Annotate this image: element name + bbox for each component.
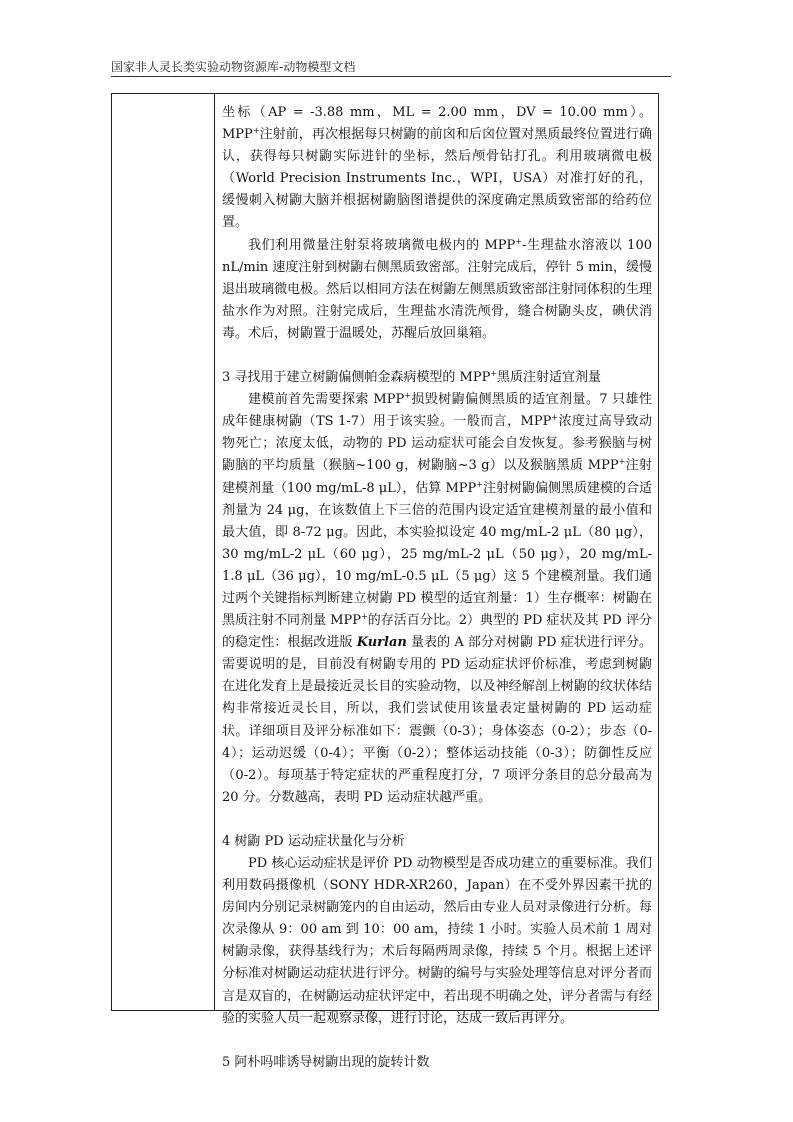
spacer	[222, 1030, 652, 1052]
section-3-body: 建模前首先需要探索 MPP+损毁树鼩偏侧黑质的适宜剂量。7 只雄性成年健康树鼩（TS 1-7）用于该实验。一般而言，MPP+浓度过高导致动物死亡；浓度太低，动物的 PD 运动症状可能会自发恢复。参考猴脑与树鼩脑的平均质量（猴脑~100 g，树鼩脑~3 g）以及猴脑黑质 MPP+注射建模剂量（100 mg/mL-8 μL），估算 MPP+注射树鼩偏侧黑质建模的合适剂量为 24 μg，在该数值上下三倍的范围内设定适宜建模剂量的最小值和最大值，即 8-72 μg。因此，本实验拟设定 40 mg/mL-2 μL（80 μg）， 30 mg/mL-2 μL（60 μg），25 mg/mL-2 μL（50 μg），20 mg/mL-1.8 μL（36 μg），10 mg/mL-0.5 μL（5 μg）这 5 个建模剂量。我们通过两个关键指标判断建立树鼩 PD 模型的适宜剂量：1）生存概率：树鼩在黑质注射不同剂量 MPP+的存活百分比。2）典型的 PD 症状及其 PD 评分的稳定性：根据改进版 Kurlan 量表的 A 部分对树鼩 PD 症状进行评分。需要说明的是，目前没有树鼩专用的 PD 运动症状评价标准，考虑到树鼩在进化发育上是最接近灵长目的实验动物，以及神经解剖上树鼩的纹状体结构非常接近灵长目，所以，我们尝试使用该量表定量树鼩的 PD 运动症状。详细项目及评分标准如下：震颤（0-3）；身体姿态（0-2）；步态（0-4）；运动迟缓（0-4）；平衡（0-2）；整体运动技能（0-3）；防御性反应（0-2）。每项基于特定症状的严重程度打分，7 项评分条目的总分最高为 20 分。分数越高，表明 PD 运动症状越严重。	[222, 391, 652, 805]
section-4-body: PD 核心运动症状是评价 PD 动物模型是否成功建立的重要标准。我们利用数码摄像机（SONY HDR-XR260，Japan）在不受外界因素干扰的房间内分别记录树鼩笼内的自由运动，然后由专业人员对录像进行分析。每次录像从 9：00 am 到 10：00 am，持续 1 小时。实验人员术前 1 周对树鼩录像，获得基线行为；术后每隔两周录像，持续 5 个月。根据上述评分标准对树鼩运动症状进行评分。树鼩的编号与实验处理等信息对评分者而言是双盲的，在树鼩运动症状评定中，若出现不明确之处，评分者需与有经验的实验人员一起观察录像，进行讨论，达成一致后再评分。	[222, 856, 652, 1026]
section-5-heading: 5 阿朴吗啡诱导树鼩出现的旋转计数	[222, 1054, 430, 1070]
paragraph-injection: 我们利用微量注射泵将玻璃微电极内的 MPP+-生理盐水溶液以 100 nL/min 速度注射到树鼩右侧黑质致密部。注射完成后，停针 5 min，缓慢退出玻璃微电极。然后以相同方法在树鼩左侧黑质致密部注射同体积的生理盐水作为对照。注射完成后，生理盐水清洗颅骨，缝合树鼩头皮，碘伏消毒。术后，树鼩置于温暖处，苏醒后放回巢箱。	[222, 236, 652, 341]
content-table	[111, 93, 659, 1070]
section-3-heading: 3 寻找用于建立树鼩偏侧帕金森病模型的 MPP+黑质注射适宜剂量	[222, 369, 602, 386]
section-4-heading: 4 树鼩 PD 运动症状量化与分析	[222, 833, 405, 849]
document-header: 国家非人灵长类实验动物资源库-动物模型文档	[111, 60, 356, 74]
content-cell	[222, 102, 652, 1074]
header-rule	[111, 76, 671, 77]
spacer	[222, 809, 652, 831]
spacer	[222, 345, 652, 367]
column-divider	[214, 94, 215, 1010]
paragraph-coordinates: 坐标（AP = -3.88 mm，ML = 2.00 mm，DV = 10.00 mm）。MPP+注射前，再次根据每只树鼩的前囟和后囟位置对黑质最终位置进行确认，获得每只树鼩实际进针的坐标，然后颅骨钻打孔。利用玻璃微电极（World Precision Instruments Inc.，WPI，USA）对准打好的孔，缓慢刺入树鼩大脑并根据树鼩脑图谱提供的深度确定黑质致密部的给药位置。	[222, 105, 652, 231]
